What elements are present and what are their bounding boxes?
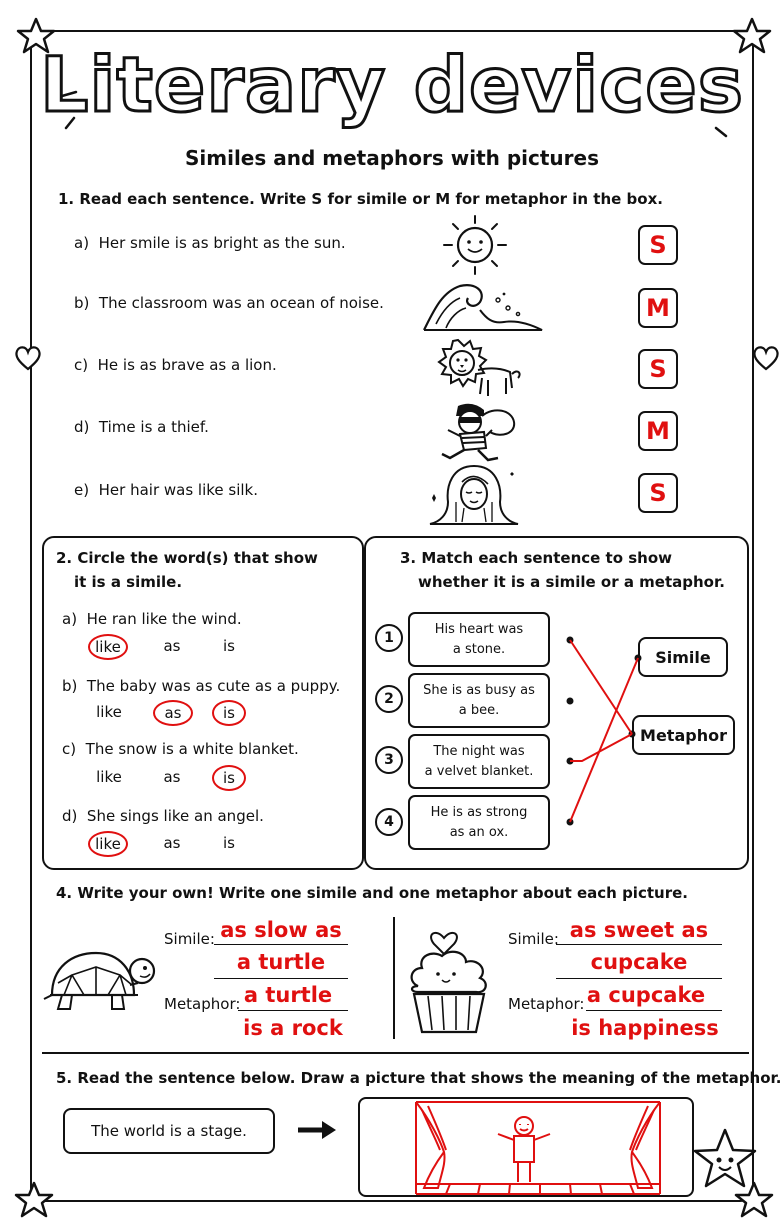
section1-item-a: a) Her smile is as bright as the sun.	[74, 234, 346, 252]
thief-icon	[438, 402, 520, 464]
sentence-number: 1	[375, 624, 403, 652]
heart-icon	[14, 345, 42, 371]
wave-icon	[420, 280, 546, 334]
answer-line	[238, 1010, 348, 1011]
section4-instruction: 4. Write your own! Write one simile and one metaphor about each picture.	[56, 884, 688, 902]
section2-instruction-line1: 2. Circle the word(s) that show	[56, 549, 318, 567]
section3-instruction-line1: 3. Match each sentence to show	[400, 549, 673, 567]
word-option-circled[interactable]: like	[88, 831, 128, 857]
match-sentence-3[interactable]: The night was a velvet blanket.	[408, 734, 550, 789]
word-option[interactable]: as	[163, 834, 181, 852]
stage-icon	[410, 1100, 666, 1196]
sentence-number: 3	[375, 746, 403, 774]
word-option-circled[interactable]: like	[88, 634, 128, 660]
simile-label: Simile:	[508, 930, 559, 948]
girl-icon	[426, 462, 522, 528]
metaphor-label: Metaphor:	[508, 995, 585, 1013]
section2-item-a: a) He ran like the wind.	[62, 610, 242, 628]
smiling-star-icon	[690, 1126, 760, 1192]
sentence-number: 2	[375, 685, 403, 713]
answer-line	[214, 944, 348, 945]
metaphor-answer-line2[interactable]: is a rock	[243, 1016, 343, 1040]
answer-line	[556, 978, 722, 979]
metaphor-sentence-box	[63, 1108, 275, 1154]
simile-answer-line2[interactable]: a turtle	[236, 950, 326, 974]
word-option-circled[interactable]: is	[212, 765, 246, 791]
simile-answer-line2[interactable]: cupcake	[590, 950, 688, 974]
section1-item-c: c) He is as brave as a lion.	[74, 356, 277, 374]
section5-instruction: 5. Read the sentence below. Draw a picture that shows the meaning of the metaphor.	[56, 1069, 782, 1087]
answer-line	[556, 944, 722, 945]
match-lines	[560, 630, 650, 830]
answer-line	[214, 978, 348, 979]
sentence-number: 4	[375, 808, 403, 836]
category-simile[interactable]: Simile	[638, 637, 728, 677]
answer-box-c[interactable]: S	[638, 349, 678, 389]
arrow-right-icon	[296, 1119, 338, 1141]
word-option[interactable]: like	[96, 703, 122, 721]
metaphor-sentence: The world is a stage.	[91, 1122, 247, 1140]
cupcake-icon	[404, 918, 496, 1036]
metaphor-label: Metaphor:	[164, 995, 241, 1013]
section1-item-e: e) Her hair was like silk.	[74, 481, 259, 499]
simile-label: Simile:	[164, 930, 215, 948]
metaphor-answer-line2[interactable]: is happiness	[571, 1016, 719, 1040]
answer-box-e[interactable]: S	[638, 473, 678, 513]
section1-item-b: b) The classroom was an ocean of noise.	[74, 294, 384, 312]
section1-instruction: 1. Read each sentence. Write S for simile or M for metaphor in the box.	[58, 190, 663, 208]
section4-divider	[393, 917, 395, 1039]
match-sentence-4[interactable]: He is as strong as an ox.	[408, 795, 550, 850]
metaphor-answer-line1[interactable]: a cupcake	[586, 983, 706, 1007]
section2-item-d: d) She sings like an angel.	[62, 807, 264, 825]
answer-line	[586, 1010, 722, 1011]
section2-item-b: b) The baby was as cute as a puppy.	[62, 677, 341, 695]
metaphor-answer-line1[interactable]: a turtle	[243, 983, 333, 1007]
word-option[interactable]: as	[163, 637, 181, 655]
word-option[interactable]: is	[223, 637, 235, 655]
section1-item-d: d) Time is a thief.	[74, 418, 209, 436]
answer-box-a[interactable]: S	[638, 225, 678, 265]
section2-item-c: c) The snow is a white blanket.	[62, 740, 299, 758]
answer-box-b[interactable]: M	[638, 288, 678, 328]
section3-instruction-line2: whether it is a simile or a metaphor.	[418, 573, 725, 591]
page-title: Literary devices	[40, 40, 744, 129]
answer-box-d[interactable]: M	[638, 411, 678, 451]
page-subtitle: Similes and metaphors with pictures	[185, 146, 599, 170]
word-option-circled[interactable]: as	[153, 700, 193, 726]
word-option[interactable]: like	[96, 768, 122, 786]
sun-icon	[440, 214, 510, 276]
heart-icon	[752, 345, 780, 371]
word-option-circled[interactable]: is	[212, 700, 246, 726]
lion-icon	[432, 338, 524, 400]
category-metaphor[interactable]: Metaphor	[632, 715, 735, 755]
word-option[interactable]: is	[223, 834, 235, 852]
simile-answer-line1[interactable]: as sweet as	[569, 918, 709, 942]
word-option[interactable]: as	[163, 768, 181, 786]
match-sentence-1[interactable]: His heart was a stone.	[408, 612, 550, 667]
turtle-icon	[42, 945, 158, 1017]
section2-instruction-line2: it is a simile.	[74, 573, 183, 591]
match-sentence-2[interactable]: She is as busy as a bee.	[408, 673, 550, 728]
section-divider	[42, 1052, 749, 1054]
star-icon	[14, 1180, 54, 1220]
simile-answer-line1[interactable]: as slow as	[220, 918, 342, 942]
